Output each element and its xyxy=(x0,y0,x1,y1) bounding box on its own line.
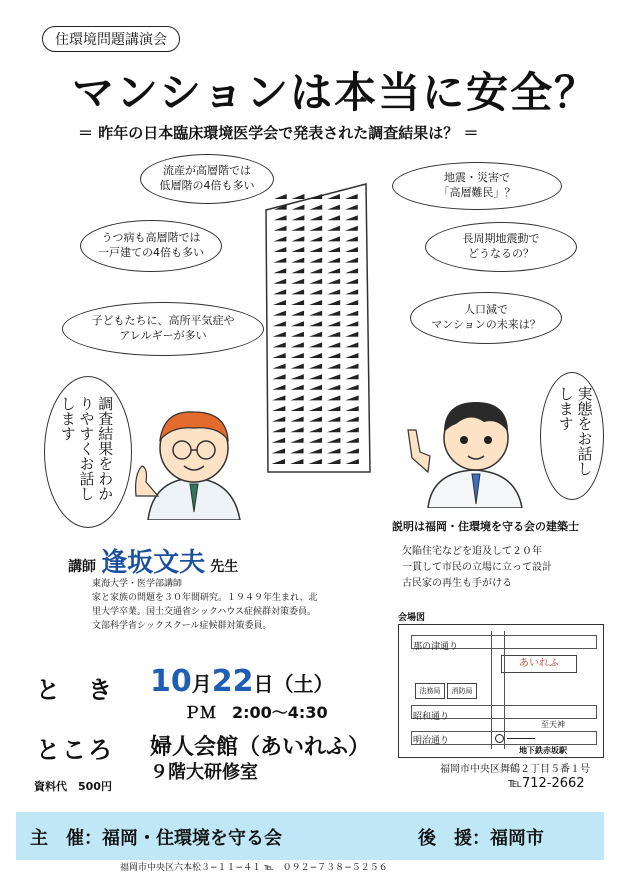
event-type-badge: 住環境問題講演会 xyxy=(42,26,180,52)
fee-text: 資料代 500円 xyxy=(34,780,112,793)
building-window xyxy=(292,194,305,199)
building-window xyxy=(309,194,322,199)
venue-room: ９階大研修室 xyxy=(150,762,258,783)
venue-name: 婦人会館（あいれふ） xyxy=(150,735,371,760)
event-time: ＰＭ 2:00〜4:30 xyxy=(184,703,328,722)
map-address: 福岡市中央区舞鶴２丁目５番１号 xyxy=(440,764,590,775)
lecturer-illustration xyxy=(128,400,258,520)
lecturer-role: 講師 xyxy=(68,559,96,575)
speech-bubble-depression: うつ病も高層階では 一戸建ての4倍も多い xyxy=(80,220,222,272)
subway-station-icon xyxy=(495,734,504,743)
time-label: と き xyxy=(36,676,114,704)
lecturer-bio: 東海大学・医学部講師 家と家族の問題を３０年間研究。１９４９年生まれ、北 里大学卒業。国土交通省シックハウス症候群対策委員。 文部科学省シックスクール症候群対策委員。 xyxy=(92,579,318,631)
footer-address: 福岡市中央区六本松３−１１−４１ ℡ ０９２−７３８−５２５６ xyxy=(120,863,388,873)
speech-bubble-long-period: 長周期地震動で どうなるの？ xyxy=(425,222,577,272)
map-building-legal: 法務局 xyxy=(415,683,445,699)
lecturer-heading xyxy=(68,542,238,579)
venue-map: 那の津通り あいれふ 法務局 消防局 昭和通り 明治通り 至天神 地下鉄赤坂駅 xyxy=(398,624,604,758)
page-title: マンションは本当に安全？ xyxy=(72,68,599,117)
event-date: 10月22日（土） xyxy=(150,664,334,699)
architect-speech-text: 実態をお話しします xyxy=(556,386,594,476)
direction-arrow-icon xyxy=(507,738,535,739)
map-venue-marker: あいれふ xyxy=(501,655,577,673)
supporter: 後 援：福岡市 xyxy=(418,828,544,849)
speech-bubble-earthquake: 地震・災害で 「高層難民」？ xyxy=(392,162,562,210)
apartment-building-illustration xyxy=(258,180,378,480)
map-phone: ℡712-2662 xyxy=(508,776,585,791)
explainer-details: 欠陥住宅などを追及して２０年 一貫して市民の立場に立って設計 古民家の再生も手がける xyxy=(402,546,552,589)
lecturer-name: 逢坂文夫 xyxy=(101,548,206,578)
place-label: ところ xyxy=(36,736,114,764)
explainer-title: 説明は福岡・住環境を守る会の建築士 xyxy=(392,520,579,533)
page-subtitle: ＝ 昨年の日本臨床環境医学会で発表された調査結果は？ ＝ xyxy=(78,124,479,142)
speech-bubble-miscarriage: 流産が高層階では 低層階の4倍も多い xyxy=(140,154,274,204)
lecturer-suffix: 先生 xyxy=(210,559,239,575)
map-title: 会場図 xyxy=(398,613,426,623)
organizer: 主 催：福岡・住環境を守る会 xyxy=(30,828,282,849)
building-window xyxy=(274,194,287,199)
map-building-fire: 消防局 xyxy=(447,683,477,699)
speech-bubble-population: 人口減で マンションの未来は？ xyxy=(410,292,562,344)
architect-illustration xyxy=(400,388,540,508)
speech-bubble-children: 子どもたちに、高所平気症や アレルギーが多い xyxy=(62,302,264,356)
lecturer-speech-text: 調査結果をわかりやすくお話しします xyxy=(58,396,115,501)
